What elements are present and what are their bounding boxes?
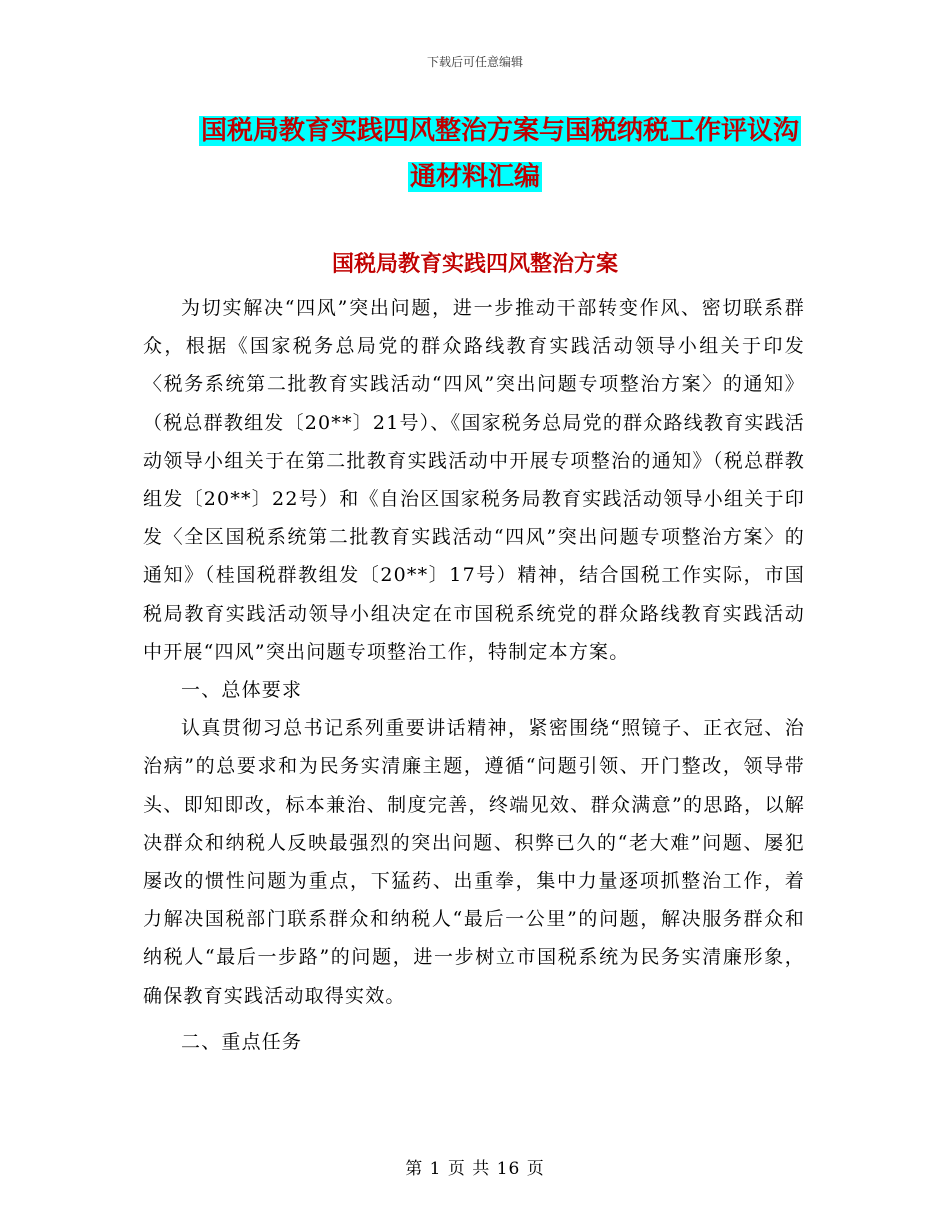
paragraph-intro: 为切实解决“四风”突出问题，进一步推动干部转变作风、密切联系群众，根据《国家税务总局党的群众路线教育实践活动领导小组关于印发〈税务系统第二批教育实践活动“四风”突出问题专项整治方案〉的通知》（税总群教组发〔20**〕21号）、《国家税务总局党的群众路线教育实践活动领导小组关于在第二批教育实践活动中开展专项整治的通知》（税总群教组发〔20**〕22号）和《自治区国家税务局教育实践活动领导小组关于印发〈全区国税系统第二批教育实践活动“四风”突出问题专项整治方案〉的通知》（桂国税群教组发〔20**〕17号）精神，结合国税工作实际，市国税局教育实践活动领导小组决定在市国税系统党的群众路线教育实践活动中开展“四风”突出问题专项整治工作，特制定本方案。 bbox=[143, 297, 805, 663]
section-title: 国税局教育实践四风整治方案 bbox=[331, 252, 618, 277]
document-title-line-1 bbox=[0, 108, 950, 154]
heading-key-tasks: 二、重点任务 bbox=[181, 1030, 303, 1053]
page-footer: 第 1 页 共 16 页 bbox=[405, 1159, 545, 1179]
title-highlight-1: 国税局教育实践四风整治方案与国税纳税工作评议沟 bbox=[200, 116, 799, 146]
header-note: 下载后可任意编辑 bbox=[426, 55, 523, 69]
paragraph-requirements: 认真贯彻习总书记系列重要讲话精神，紧密围绕“照镜子、正衣冠、治治病”的总要求和为民务实清廉主题，遵循“问题引领、开门整改，领导带头、即知即改，标本兼治、制度完善，终端见效、群众满意”的思路，以解决群众和纳税人反映最强烈的突出问题、积弊已久的“老大难”问题、屡犯屡改的惯性问题为重点，下猛药、出重拳，集中力量逐项抓整治工作，着力解决国税部门联系群众和纳税人“最后一公里”的问题，解决服务群众和纳税人“最后一步路”的问题，进一步树立市国税系统为民务实清廉形象，确保教育实践活动取得实效。 bbox=[143, 717, 805, 1007]
document-title-line-2 bbox=[0, 154, 950, 200]
document-title bbox=[0, 108, 950, 200]
document-body bbox=[143, 289, 805, 1061]
heading-general-requirements: 一、总体要求 bbox=[181, 679, 303, 702]
title-highlight-2: 通材料汇编 bbox=[409, 162, 540, 192]
